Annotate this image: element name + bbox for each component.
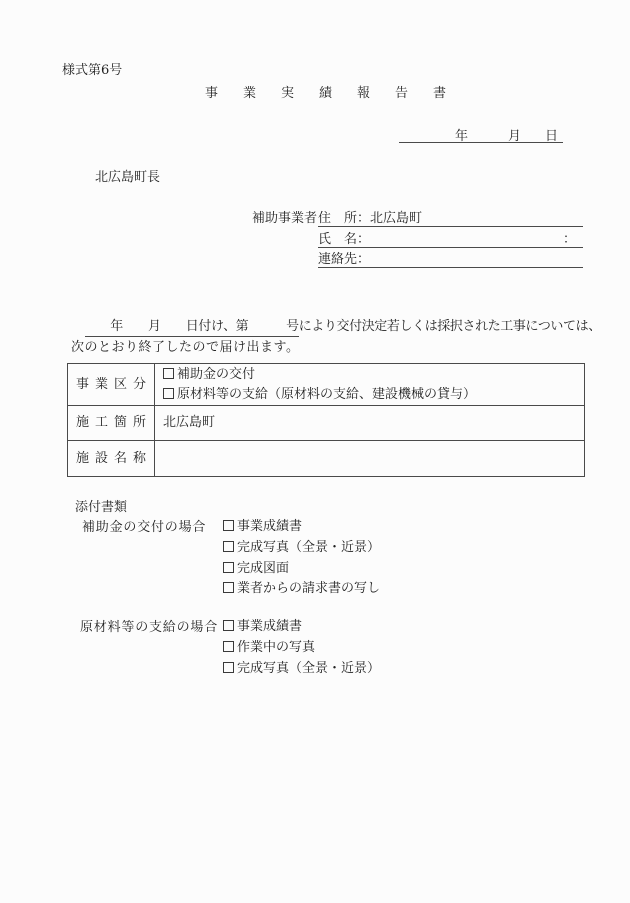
checkbox-icon bbox=[223, 662, 234, 673]
table-row-project-category bbox=[68, 364, 585, 406]
checkbox-icon bbox=[223, 641, 234, 652]
subsidy-case-label: 補助金の交付の場合 bbox=[82, 520, 207, 535]
construction-site-value: 北広島町 bbox=[155, 406, 585, 441]
address-value: 北広島町 bbox=[370, 211, 423, 226]
checkbox-icon bbox=[163, 368, 174, 379]
materials-case-label: 原材料等の支給の場合 bbox=[80, 620, 219, 635]
date-day-label: 日 bbox=[545, 129, 559, 144]
facility-name-label: 施設名称 bbox=[68, 441, 155, 477]
addressee: 北広島町長 bbox=[95, 170, 161, 185]
body-paragraph-line1 bbox=[85, 319, 601, 335]
checkbox-icon bbox=[163, 388, 174, 399]
contact-label: 連絡先： bbox=[318, 252, 371, 267]
checkbox-icon bbox=[223, 541, 234, 552]
attachments-heading: 添付書類 bbox=[75, 500, 128, 515]
attachment-item-label: 事業成績書 bbox=[237, 619, 303, 634]
name-label: 氏 名： bbox=[318, 232, 371, 247]
name-row bbox=[318, 232, 583, 248]
decision-date-number-blank: 年 月 日付け、第 号 bbox=[85, 319, 299, 337]
option-subsidy-grant bbox=[163, 365, 584, 385]
materials-case-items bbox=[223, 619, 380, 681]
date-month-label: 月 bbox=[508, 129, 522, 144]
attachment-item bbox=[223, 619, 380, 640]
attachment-item-label: 業者からの請求書の写し bbox=[237, 581, 381, 597]
attachment-item-label: 完成写真（全景・近景） bbox=[237, 660, 381, 676]
attachment-item-label: 完成図面 bbox=[237, 560, 290, 576]
table-row-facility-name bbox=[68, 441, 585, 477]
attachment-item bbox=[223, 561, 380, 582]
facility-name-value bbox=[155, 441, 585, 477]
subsidy-case-items bbox=[223, 519, 380, 602]
attachment-item-label: 事業成績書 bbox=[237, 519, 303, 534]
checkbox-icon bbox=[223, 520, 234, 531]
address-label: 住 所： bbox=[318, 211, 371, 226]
attachment-item bbox=[223, 661, 380, 682]
attachment-item bbox=[223, 519, 380, 540]
applicant-label: 補助事業者 bbox=[252, 211, 318, 226]
date-line bbox=[399, 126, 563, 143]
attachment-item bbox=[223, 640, 380, 661]
option-materials-supply-label: 原材料等の支給（原材料の支給、建設機械の貸与） bbox=[177, 386, 477, 402]
address-row bbox=[318, 211, 583, 227]
checkbox-icon bbox=[223, 620, 234, 631]
project-category-label: 事業区分 bbox=[68, 364, 155, 406]
date-year-label: 年 bbox=[455, 129, 469, 144]
attachment-item bbox=[223, 540, 380, 561]
project-category-options bbox=[155, 364, 585, 406]
checkbox-icon bbox=[223, 582, 234, 593]
checkbox-icon bbox=[223, 562, 234, 573]
attachment-item bbox=[223, 581, 380, 602]
attachment-item-label: 作業中の写真 bbox=[237, 639, 316, 655]
construction-site-label: 施工箇所 bbox=[68, 406, 155, 441]
form-number: 様式第6号 bbox=[62, 63, 123, 78]
document-title: 事業実績報告書 bbox=[205, 86, 472, 101]
name-seal-colon: ： bbox=[563, 232, 577, 247]
option-materials-supply bbox=[163, 385, 584, 405]
project-table bbox=[67, 363, 585, 477]
body-paragraph-line2: 次のとおり終了したので届け出ます。 bbox=[71, 340, 300, 355]
contact-row bbox=[318, 252, 583, 268]
table-row-construction-site bbox=[68, 406, 585, 441]
option-subsidy-grant-label: 補助金の交付 bbox=[177, 366, 256, 382]
body-paragraph-line1-rest: により交付決定若しくは採択された工事については、 bbox=[298, 319, 601, 334]
attachment-item-label: 完成写真（全景・近景） bbox=[237, 539, 381, 555]
